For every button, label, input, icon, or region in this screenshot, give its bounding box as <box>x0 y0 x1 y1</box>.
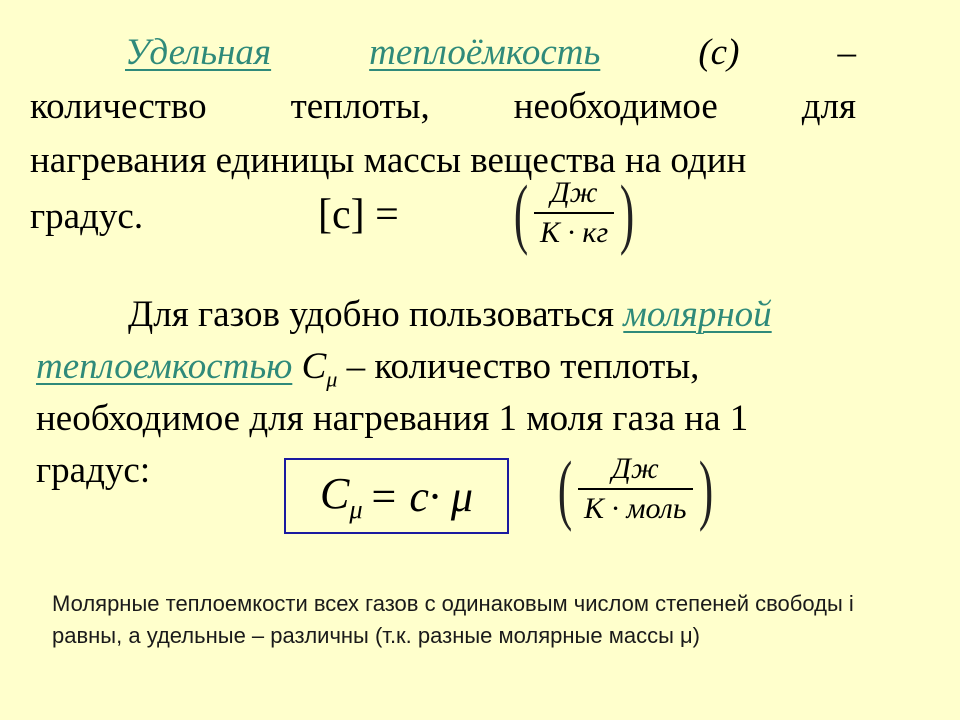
term-molar-word1: молярной <box>623 294 772 335</box>
para1-line2-word: количество <box>30 86 207 127</box>
right-paren: ) <box>698 445 713 532</box>
unit-numerator: Дж <box>550 176 598 209</box>
molar-heat-symbol: $C_\mu$ <box>301 346 338 392</box>
para1-line4: градус. <box>30 196 144 237</box>
para2-line1 <box>128 290 888 340</box>
para1-line1 <box>125 28 856 78</box>
left-paren: ( <box>513 169 529 256</box>
unit-denominator: К · моль <box>583 492 687 525</box>
specific-heat-symbol: (c) <box>698 32 740 73</box>
fraction <box>578 450 693 528</box>
para2-line4: градус: <box>36 450 151 491</box>
right-paren: ) <box>620 169 635 256</box>
fraction <box>534 174 614 252</box>
molar-heat-unit-fraction <box>552 445 719 532</box>
para1-line2-word: необходимое <box>513 86 718 127</box>
left-paren: ( <box>557 445 573 532</box>
para2-intro: Для газов удобно пользоваться <box>128 294 615 335</box>
unit-denominator: К · кг <box>539 216 609 249</box>
para2-line3: необходимое для нагревания 1 моля газа на 1 <box>36 398 749 439</box>
para1-line2-word: теплоты, <box>290 86 430 127</box>
formula-symbol: $C_\mu$ <box>320 468 363 524</box>
term-molar-word2: теплоемкостью <box>36 346 293 387</box>
note-text: Молярные теплоемкости всех газов с одинаковым числом степеней свободы i равны, а удельные – различны (т.к. разные молярные массы μ) <box>52 591 854 648</box>
term-specific-heat-word1: Удельная <box>125 32 272 73</box>
term-specific-heat-word2: теплоёмкость <box>369 32 601 73</box>
specific-heat-unit-label: [c] = <box>318 192 399 238</box>
definition-dash: – <box>837 32 856 73</box>
formula-rest: = c· μ <box>368 471 473 521</box>
para1-line2-word: для <box>801 86 856 127</box>
specific-heat-unit-fraction <box>508 169 640 256</box>
para1-line3: нагревания единицы массы вещества на один <box>30 140 747 181</box>
para2-line2-rest: – количество теплоты, <box>346 346 700 387</box>
unit-numerator: Дж <box>611 452 659 485</box>
para1-line2 <box>30 82 856 132</box>
molar-heat-formula-box <box>284 458 509 534</box>
